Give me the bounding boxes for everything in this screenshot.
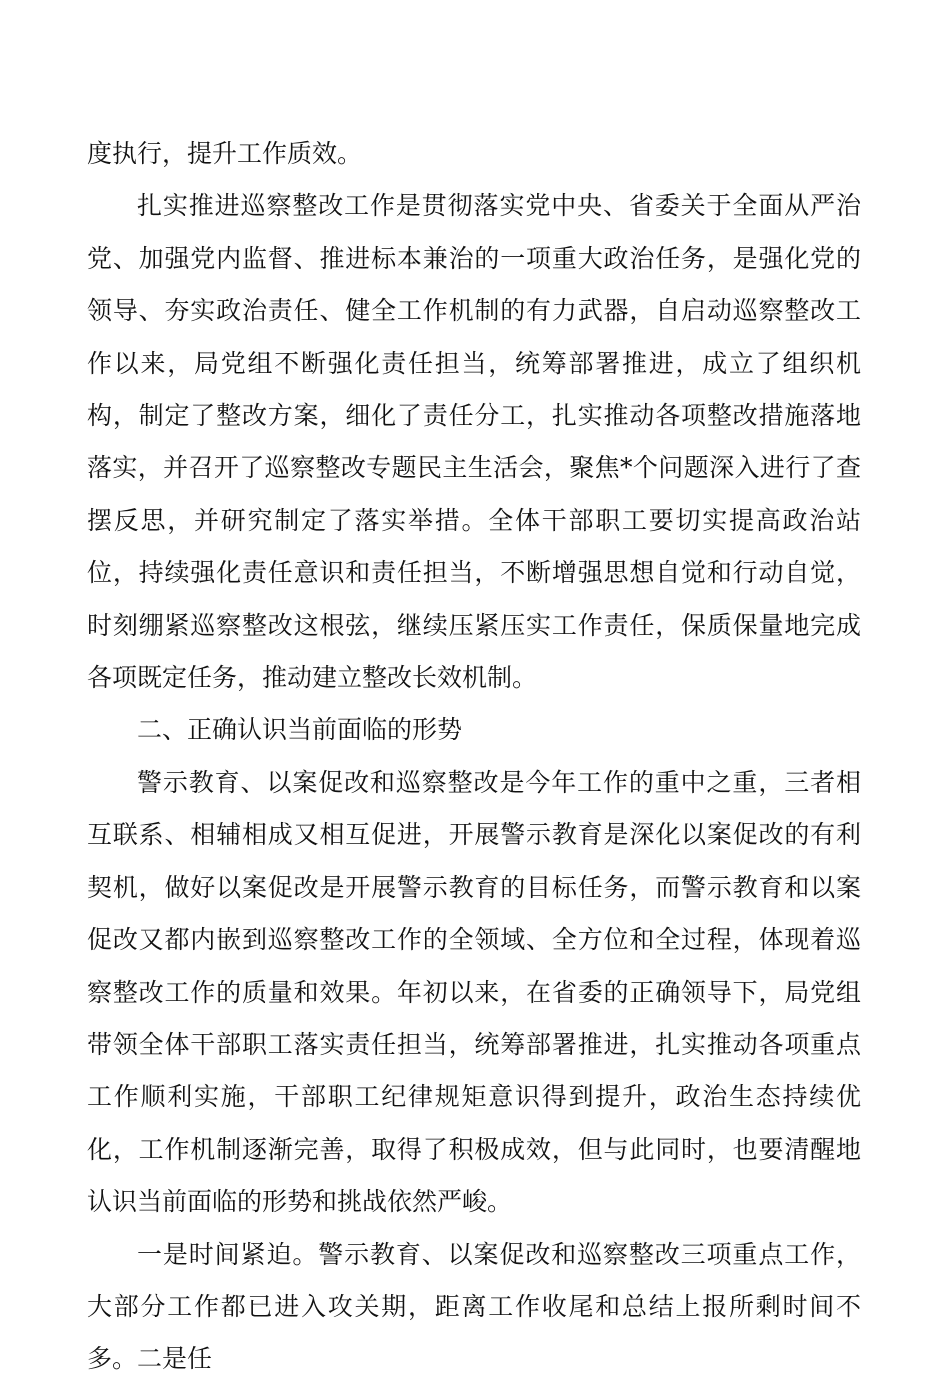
section-heading: 二、正确认识当前面临的形势 [137,715,463,745]
paragraph-time-pressure: 一是时间紧迫。警示教育、以案促改和巡察整改三项重点工作，大部分工作都已进入攻关期，距离工作收尾和总结上报所剩时间不多。二是任 [87,1239,861,1374]
paragraph-current-situation: 警示教育、以案促改和巡察整改是今年工作的重中之重，三者相互联系、相辅相成又相互促进，开展警示教育是深化以案促改的有利契机，做好以案促改是开展警示教育的目标任务，而警示教育和以案促改又都内嵌到巡察整改工作的全领域、全方位和全过程，体现着巡察整改工作的质量和效果。年初以来，在省委的正确领导下，局党组带领全体干部职工落实责任担当，统筹部署推进，扎实推动各项重点工作顺利实施，干部职工纪律规矩意识得到提升，政治生态持续优化，工作机制逐渐完善，取得了积极成效，但与此同时，也要清醒地认识当前面临的形势和挑战依然严峻。 [87,767,861,1217]
document-body [87,128,861,1386]
paragraph-continuation: 度执行，提升工作质效。 [87,139,363,168]
paragraph-inspection-rectification: 扎实推进巡察整改工作是贯彻落实党中央、省委关于全面从严治党、加强党内监督、推进标本兼治的一项重大政治任务，是强化党的领导、夯实政治责任、健全工作机制的有力武器，自启动巡察整改工作以来，局党组不断强化责任担当，统筹部署推进，成立了组织机构，制定了整改方案，细化了责任分工，扎实推动各项整改措施落地落实，并召开了巡察整改专题民主生活会，聚焦*个问题深入进行了查摆反思，并研究制定了落实举措。全体干部职工要切实提高政治站位，持续强化责任意识和责任担当，不断增强思想自觉和行动自觉，时刻绷紧巡察整改这根弦，继续压紧压实工作责任，保质保量地完成各项既定任务，推动建立整改长效机制。 [87,191,861,693]
